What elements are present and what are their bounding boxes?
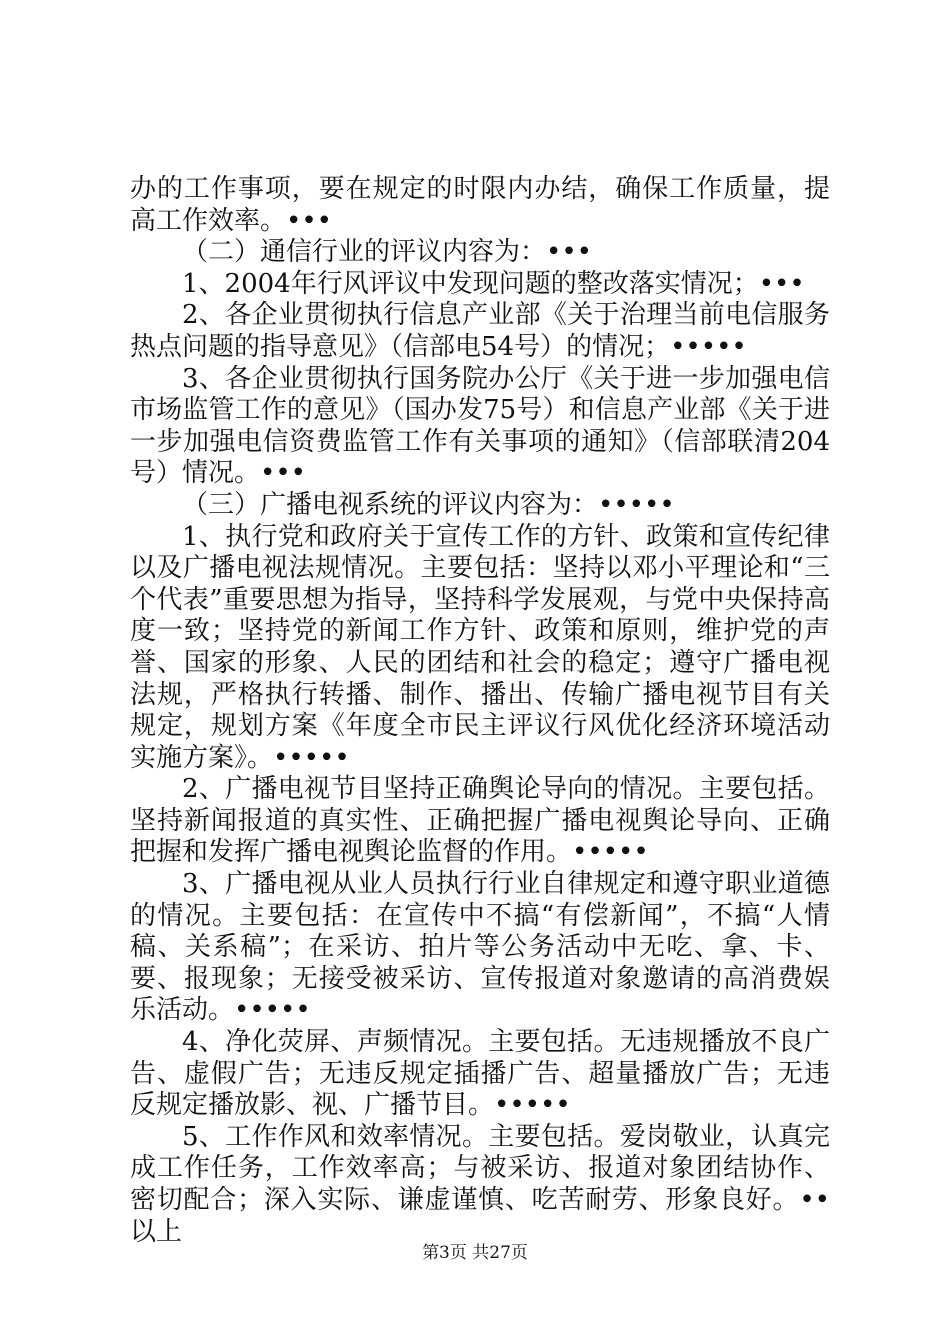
paragraph-broadcast-item-3: 3、广播电视从业人员执行行业自律规定和遵守职业道德的情况。主要包括：在宣传中不搞“有偿新闻”，不搞“人情稿、关系稿”；在采访、拍片等公务活动中无吃、拿、卡、要、报现象；无接受被采访、宣传报道对象邀请的高消费娱乐活动。••••• [130,869,830,1026]
paragraph-broadcast-item-1: 1、执行党和政府关于宣传工作的方针、政策和宣传纪律以及广播电视法规情况。主要包括：坚持以邓小平理论和“三个代表”重要思想为指导，坚持科学发展观，与党中央保持高度一致；坚持党的新闻工作方针、政策和原则，维护党的声誉、国家的形象、人民的团结和社会的稳定；遵守广播电视法规，严格执行转播、制作、播出、传输广播电视节目有关规定，规划方案《年度全市民主评议行风优化经济环境活动实施方案》。••••• [130,521,830,773]
paragraph-telecom-item-2: 2、各企业贯彻执行信息产业部《关于治理当前电信服务热点问题的指导意见》（信部电54号）的情况；••••• [130,300,830,362]
section-heading-telecom: （二）通信行业的评议内容为：••• [182,237,593,268]
page-number-footer: 第3页 共27页 [422,1243,528,1263]
paragraph-telecom-item-3: 3、各企业贯彻执行国务院办公厅《关于进一步加强电信市场监管工作的意见》（国办发75号）和信息产业部《关于进一步加强电信资费监管工作有关事项的通知》（信部联清204号）情况。••• [130,363,830,489]
document-body [130,174,830,1248]
paragraph-telecom-item-1: 1、2004年行风评议中发现问题的整改落实情况；••• [182,268,805,299]
paragraph-broadcast-item-2: 2、广播电视节目坚持正确舆论导向的情况。主要包括。坚持新闻报道的真实性、正确把握广播电视舆论导向、正确把握和发挥广播电视舆论监督的作用。••••• [130,774,830,868]
paragraph-continuation: 办的工作事项，要在规定的时限内办结，确保工作质量，提高工作效率。••• [130,174,830,236]
section-heading-broadcast: （三）广播电视系统的评议内容为：••••• [182,489,675,520]
paragraph-broadcast-item-5: 5、工作作风和效率情况。主要包括。爱岗敬业，认真完成工作任务，工作效率高；与被采访、报道对象团结协作、密切配合；深入实际、谦虚谨慎、吃苦耐劳、形象良好。••以上 [130,1121,830,1247]
paragraph-broadcast-item-4: 4、净化荧屏、声频情况。主要包括。无违规播放不良广告、虚假广告；无违反规定插播广告、超量播放广告；无违反规定播放影、视、广播节目。••••• [130,1027,830,1121]
